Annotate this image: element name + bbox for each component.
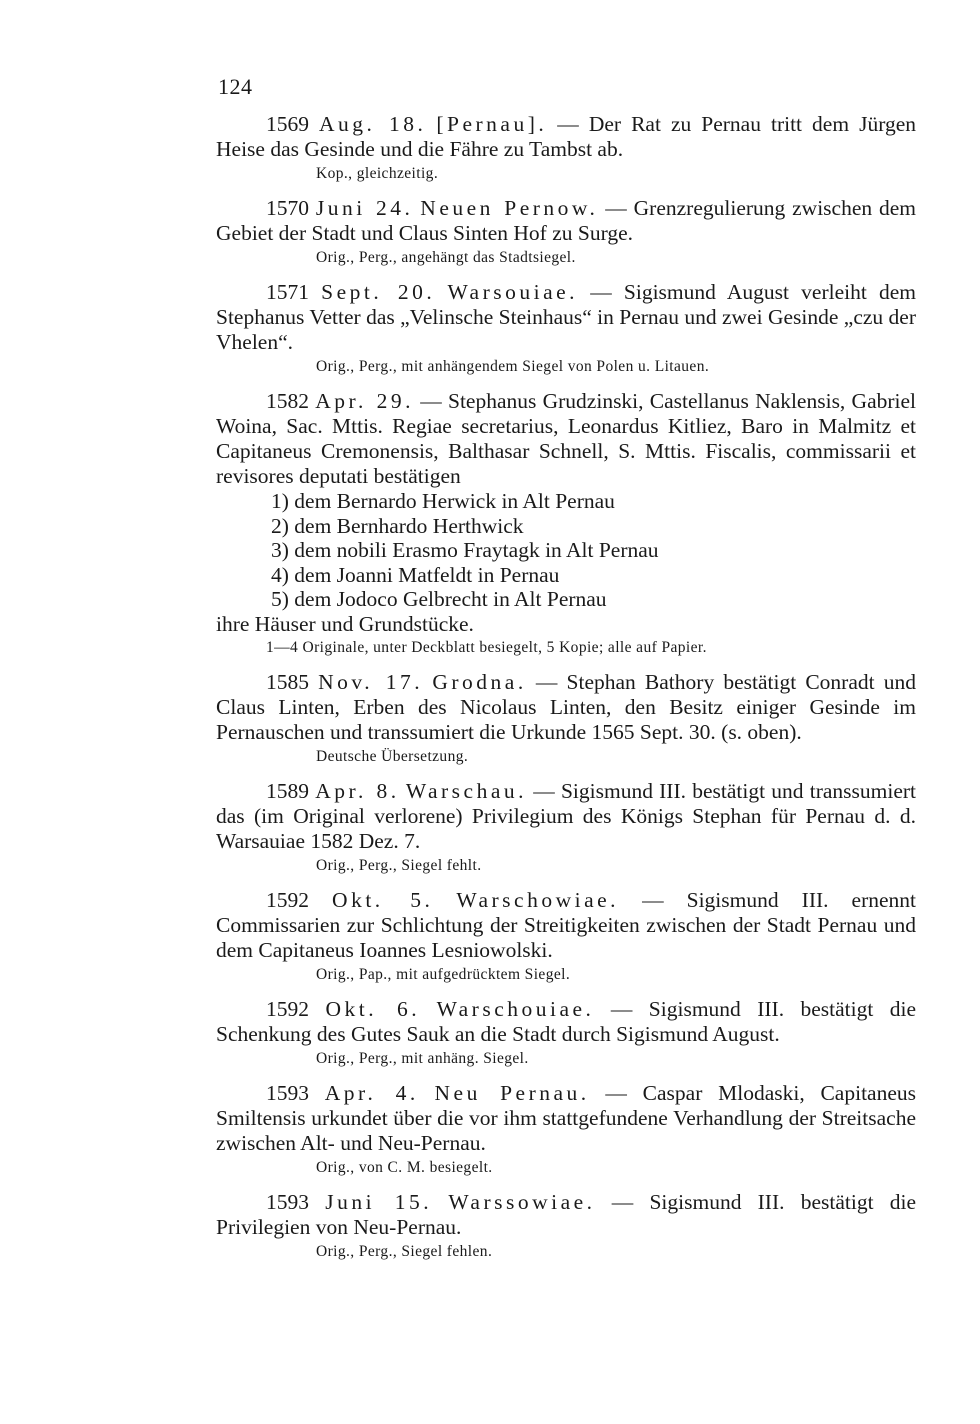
entry-1570 xyxy=(216,196,916,268)
entry-place: Neu Pernau. xyxy=(434,1081,590,1105)
entry-body xyxy=(216,280,916,355)
entry-year: 1585 xyxy=(266,670,309,694)
entry-1585 xyxy=(216,670,916,767)
entry-year: 1569 xyxy=(266,112,309,136)
entry-year: 1593 xyxy=(266,1081,309,1105)
entry-body xyxy=(216,112,916,162)
entry-body xyxy=(216,670,916,745)
entry-text: — Caspar Mlodaski, Capitaneus Smiltensis urkundet über die vor ihm stattgefundene Verhandlung der Streitsache zwischen Alt- und Neu-Pernau. xyxy=(216,1081,916,1155)
entry-date: Juni 24. xyxy=(315,196,414,220)
entry-source: Orig., Perg., angehängt das Stadtsiegel. xyxy=(316,249,576,266)
list-item: 4) dem Joanni Matfeldt in Pernau xyxy=(271,562,560,587)
entry-text: — Sigismund III. bestätigt und transsumiert das (im Original verlorene) Privilegium des Königs Stephan für Pernau d. d. Warsauiae 1582 Dez. 7. xyxy=(216,779,917,853)
entry-date: Okt. 5. xyxy=(332,888,434,912)
entry-year: 1589 xyxy=(266,779,309,803)
entry-1593-juni xyxy=(216,1190,916,1262)
entry-place: Grodna. xyxy=(432,670,527,694)
entry-source: Orig., Perg., Siegel fehlen. xyxy=(316,1243,493,1260)
entry-1592-okt-6 xyxy=(216,997,916,1069)
confirmation-list xyxy=(216,489,916,612)
entry-year: 1570 xyxy=(266,196,309,220)
entry-date: Okt. 6. xyxy=(325,997,421,1021)
entry-body xyxy=(216,1081,916,1156)
entries-list xyxy=(216,112,916,1274)
entry-date: Sept. 20. xyxy=(321,280,436,304)
entry-place: Warsouiae. xyxy=(447,280,579,304)
entry-source: Orig., Perg., mit anhäng. Siegel. xyxy=(316,1050,529,1067)
list-item: 2) dem Bernhardo Herthwick xyxy=(271,513,524,538)
entry-text: — Sigismund III. bestätigt die Schenkung des Gutes Sauk an die Stadt durch Sigismund August. xyxy=(216,997,917,1046)
entry-body xyxy=(216,888,916,963)
entry-body xyxy=(216,196,916,246)
entry-1589 xyxy=(216,779,916,876)
entry-1569 xyxy=(216,112,916,184)
entry-year: 1592 xyxy=(266,997,309,1021)
entry-body xyxy=(216,779,916,854)
entry-place: Warschau. xyxy=(405,779,528,803)
entry-body xyxy=(216,389,916,489)
entry-source: Orig., Perg., mit anhängendem Siegel von Polen u. Litauen. xyxy=(316,358,710,375)
entry-date: Juni 15. xyxy=(325,1190,433,1214)
entry-date: Apr. 4. xyxy=(324,1081,419,1105)
entry-source: Orig., Pap., mit aufgedrücktem Siegel. xyxy=(316,966,571,983)
list-item: 5) dem Jodoco Gelbrecht in Alt Pernau xyxy=(271,587,607,611)
entry-text: — Stephan Bathory bestätigt Conradt und Claus Linten, Erben des Nicolaus Linten, den Besitz einiger Gesinde im Pernauschen und transsumiert die Urkunde 1565 Sept. 30. (s. oben). xyxy=(216,670,917,744)
entry-1571 xyxy=(216,280,916,377)
entry-source: 1—4 Originale, unter Deckblatt besiegelt, 5 Kopie; alle auf Papier. xyxy=(266,639,707,656)
entry-1592-okt-5 xyxy=(216,888,916,985)
list-item: 3) dem nobili Erasmo Fraytagk in Alt Pernau xyxy=(271,538,659,562)
entry-source: Orig., Perg., Siegel fehlt. xyxy=(316,857,482,874)
entry-place: Warschouiae. xyxy=(436,997,595,1021)
entry-text: — Grenzregulierung zwischen dem Gebiet der Stadt und Claus Sinten Hof zu Surge. xyxy=(216,196,917,245)
entry-source: Orig., von C. M. besiegelt. xyxy=(316,1159,493,1176)
entry-body xyxy=(216,997,916,1047)
entry-text: — Sigismund III. ernennt Commissarien zur Schlichtung der Streitigkeiten zwischen der Stadt Pernau und dem Capitaneus Ioannes Lesniowolski. xyxy=(216,888,917,962)
entry-place: [Pernau]. xyxy=(436,112,548,136)
entry-text: — Der Rat zu Pernau tritt dem Jürgen Heise das Gesinde und die Fähre zu Tambst ab. xyxy=(216,112,917,161)
entry-year: 1571 xyxy=(266,280,309,304)
entry-date: Apr. 29. xyxy=(315,389,414,413)
entry-date: Nov. 17. xyxy=(318,670,424,694)
entry-year: 1593 xyxy=(266,1190,309,1214)
page-number: 124 xyxy=(218,74,253,99)
entry-source: Deutsche Übersetzung. xyxy=(316,748,469,765)
entry-place: Neuen Pernow. xyxy=(420,196,599,220)
entry-text: — Sigismund III. bestätigt die Privilegien von Neu-Pernau. xyxy=(216,1190,917,1239)
entry-tail: ihre Häuser und Grundstücke. xyxy=(216,611,474,636)
entry-place: Warschowiae. xyxy=(456,888,620,912)
entry-1593-apr xyxy=(216,1081,916,1178)
entry-year: 1592 xyxy=(266,888,309,912)
entry-1582 xyxy=(216,389,916,658)
entry-date: Aug. 18. xyxy=(319,112,427,136)
entry-source: Kop., gleichzeitig. xyxy=(316,165,439,182)
entry-year: 1582 xyxy=(266,389,309,413)
entry-body xyxy=(216,1190,916,1240)
entry-date: Apr. 8. xyxy=(315,779,400,803)
list-item: 1) dem Bernardo Herwick in Alt Pernau xyxy=(271,489,615,513)
entry-text: — Stephanus Grudzinski, Castellanus Naklensis, Gabriel Woina, Sac. Mttis. Regiae secretarius, Leonardus Kitliez, Baro in Malmitz et Capitaneus Cremonensis, Balthasar Schnell, S. Mttis. Fiscalis, commissarii et revisores deputati bestätigen xyxy=(216,389,917,488)
entry-text: — Sigismund August verleiht dem Stephanus Vetter das „Velinsche Steinhaus“ in Pernau und zwei Gesinde „czu der Vhelen“. xyxy=(216,280,917,354)
entry-place: Warssowiae. xyxy=(448,1190,596,1214)
